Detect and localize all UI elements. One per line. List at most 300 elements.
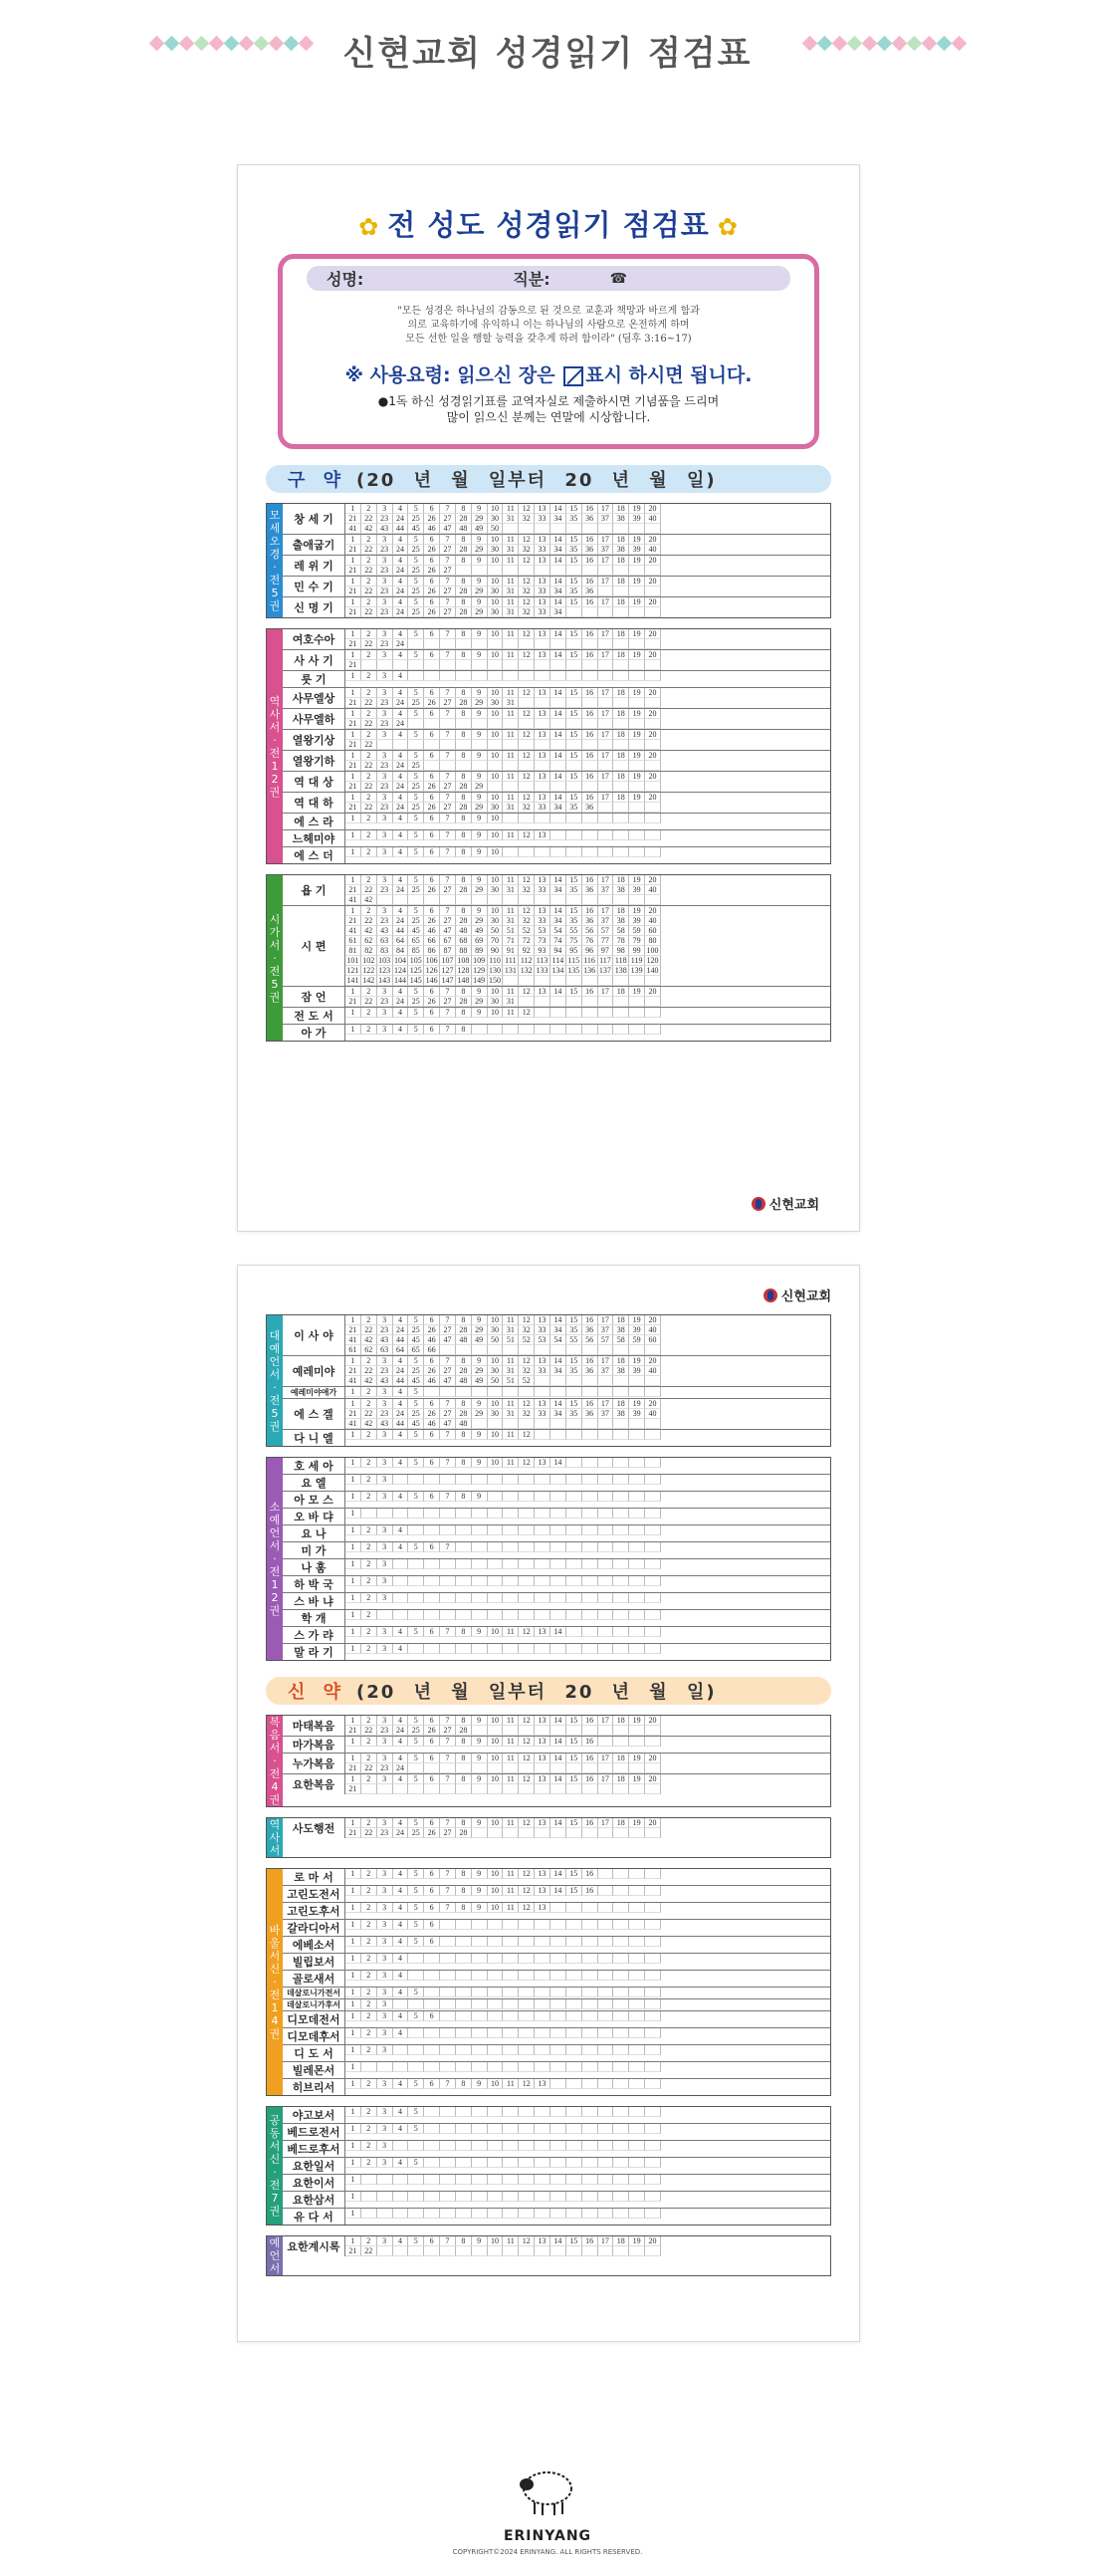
chapter-checkbox[interactable]: 4 (393, 1025, 409, 1035)
chapter-checkbox[interactable]: 22 (361, 916, 377, 926)
chapter-checkbox[interactable]: 3 (377, 556, 393, 566)
chapter-checkbox[interactable]: 135 (566, 966, 582, 976)
chapter-checkbox[interactable]: 4 (393, 629, 409, 639)
chapter-checkbox[interactable]: 9 (472, 1008, 488, 1018)
chapter-checkbox[interactable]: 2 (361, 597, 377, 607)
chapter-checkbox[interactable]: 21 (345, 997, 361, 1007)
chapter-checkbox[interactable]: 3 (377, 751, 393, 761)
chapter-checkbox[interactable]: 4 (393, 730, 409, 740)
chapter-checkbox[interactable]: 12 (519, 751, 535, 761)
chapter-checkbox[interactable]: 28 (456, 782, 472, 792)
chapter-checkbox[interactable]: 40 (645, 885, 661, 895)
chapter-checkbox[interactable]: 88 (456, 946, 472, 956)
chapter-checkbox[interactable]: 5 (408, 793, 424, 803)
chapter-checkbox[interactable]: 3 (377, 2158, 393, 2168)
chapter-checkbox[interactable]: 1 (345, 2141, 361, 2151)
chapter-checkbox[interactable]: 1 (345, 1525, 361, 1535)
chapter-checkbox[interactable]: 16 (582, 1315, 598, 1325)
chapter-checkbox[interactable]: 76 (582, 936, 598, 946)
chapter-checkbox[interactable]: 24 (393, 586, 409, 596)
chapter-checkbox[interactable]: 16 (582, 875, 598, 885)
chapter-checkbox[interactable]: 8 (456, 688, 472, 698)
chapter-checkbox[interactable]: 14 (550, 875, 566, 885)
chapter-checkbox[interactable]: 12 (519, 830, 535, 840)
chapter-checkbox[interactable]: 19 (629, 650, 645, 660)
chapter-checkbox[interactable]: 4 (393, 2236, 409, 2246)
chapter-checkbox[interactable]: 18 (613, 597, 629, 607)
chapter-checkbox[interactable]: 3 (377, 1008, 393, 1018)
chapter-checkbox[interactable]: 15 (566, 1716, 582, 1726)
chapter-checkbox[interactable]: 30 (488, 545, 504, 555)
chapter-checkbox[interactable]: 22 (361, 885, 377, 895)
chapter-checkbox[interactable]: 14 (550, 1737, 566, 1747)
chapter-checkbox[interactable]: 125 (408, 966, 424, 976)
chapter-checkbox[interactable]: 2 (361, 1008, 377, 1018)
chapter-checkbox[interactable]: 27 (440, 1366, 456, 1376)
chapter-checkbox[interactable]: 30 (488, 997, 504, 1007)
chapter-checkbox[interactable]: 3 (377, 1774, 393, 1784)
chapter-checkbox[interactable]: 20 (645, 2236, 661, 2246)
chapter-checkbox[interactable]: 1 (345, 650, 361, 660)
chapter-checkbox[interactable]: 13 (535, 629, 550, 639)
chapter-checkbox[interactable]: 17 (598, 597, 614, 607)
chapter-checkbox[interactable]: 1 (345, 1920, 361, 1930)
chapter-checkbox[interactable]: 10 (488, 1008, 504, 1018)
chapter-checkbox[interactable]: 33 (535, 916, 550, 926)
chapter-checkbox[interactable]: 1 (345, 1627, 361, 1637)
chapter-checkbox[interactable]: 17 (598, 1356, 614, 1366)
chapter-checkbox[interactable]: 32 (519, 586, 535, 596)
chapter-checkbox[interactable]: 4 (393, 2107, 409, 2117)
chapter-checkbox[interactable]: 11 (503, 1008, 519, 1018)
chapter-checkbox[interactable]: 18 (613, 1315, 629, 1325)
chapter-checkbox[interactable]: 16 (582, 730, 598, 740)
chapter-checkbox[interactable]: 16 (582, 504, 598, 514)
chapter-checkbox[interactable]: 40 (645, 1409, 661, 1419)
chapter-checkbox[interactable]: 5 (408, 1869, 424, 1879)
chapter-checkbox[interactable]: 26 (424, 1828, 440, 1838)
chapter-checkbox[interactable]: 2 (361, 1971, 377, 1981)
chapter-checkbox[interactable]: 103 (377, 956, 393, 966)
chapter-checkbox[interactable]: 2 (361, 629, 377, 639)
chapter-checkbox[interactable]: 1 (345, 2158, 361, 2168)
chapter-checkbox[interactable]: 31 (503, 1409, 519, 1419)
chapter-checkbox[interactable]: 33 (535, 1366, 550, 1376)
chapter-checkbox[interactable]: 24 (393, 1828, 409, 1838)
chapter-checkbox[interactable]: 21 (345, 740, 361, 750)
chapter-checkbox[interactable]: 23 (377, 997, 393, 1007)
chapter-checkbox[interactable]: 4 (393, 1315, 409, 1325)
chapter-checkbox[interactable]: 7 (440, 1315, 456, 1325)
chapter-checkbox[interactable]: 13 (535, 1903, 550, 1913)
chapter-checkbox[interactable]: 3 (377, 814, 393, 823)
chapter-checkbox[interactable]: 20 (645, 730, 661, 740)
chapter-checkbox[interactable]: 43 (377, 1335, 393, 1345)
chapter-checkbox[interactable]: 32 (519, 607, 535, 617)
chapter-checkbox[interactable]: 21 (345, 1784, 361, 1794)
chapter-checkbox[interactable]: 11 (503, 504, 519, 514)
chapter-checkbox[interactable]: 7 (440, 556, 456, 566)
chapter-checkbox[interactable]: 19 (629, 597, 645, 607)
chapter-checkbox[interactable]: 117 (598, 956, 614, 966)
chapter-checkbox[interactable]: 24 (393, 1726, 409, 1736)
chapter-checkbox[interactable]: 8 (456, 1903, 472, 1913)
chapter-checkbox[interactable]: 1 (345, 1356, 361, 1366)
chapter-checkbox[interactable]: 8 (456, 650, 472, 660)
chapter-checkbox[interactable]: 6 (424, 1315, 440, 1325)
chapter-checkbox[interactable]: 11 (503, 1315, 519, 1325)
chapter-checkbox[interactable]: 10 (488, 504, 504, 514)
chapter-checkbox[interactable]: 10 (488, 751, 504, 761)
chapter-checkbox[interactable]: 9 (472, 1737, 488, 1747)
chapter-checkbox[interactable]: 28 (456, 1726, 472, 1736)
chapter-checkbox[interactable]: 8 (456, 1430, 472, 1440)
chapter-checkbox[interactable]: 32 (519, 1325, 535, 1335)
chapter-checkbox[interactable]: 30 (488, 1409, 504, 1419)
chapter-checkbox[interactable]: 37 (598, 916, 614, 926)
chapter-checkbox[interactable]: 8 (456, 1008, 472, 1018)
chapter-checkbox[interactable]: 2 (361, 1818, 377, 1828)
chapter-checkbox[interactable]: 10 (488, 535, 504, 545)
chapter-checkbox[interactable]: 9 (472, 772, 488, 782)
chapter-checkbox[interactable]: 47 (440, 1419, 456, 1429)
chapter-checkbox[interactable]: 3 (377, 2079, 393, 2089)
chapter-checkbox[interactable]: 10 (488, 1903, 504, 1913)
chapter-checkbox[interactable]: 2 (361, 1356, 377, 1366)
chapter-checkbox[interactable]: 15 (566, 1737, 582, 1747)
chapter-checkbox[interactable]: 35 (566, 916, 582, 926)
chapter-checkbox[interactable]: 2 (361, 1937, 377, 1947)
chapter-checkbox[interactable]: 3 (377, 2236, 393, 2246)
chapter-checkbox[interactable]: 6 (424, 1430, 440, 1440)
chapter-checkbox[interactable]: 1 (345, 906, 361, 916)
chapter-checkbox[interactable]: 24 (393, 698, 409, 708)
chapter-checkbox[interactable]: 145 (408, 976, 424, 986)
chapter-checkbox[interactable]: 6 (424, 629, 440, 639)
chapter-checkbox[interactable]: 53 (535, 1335, 550, 1345)
chapter-checkbox[interactable]: 12 (519, 906, 535, 916)
chapter-checkbox[interactable]: 1 (345, 730, 361, 740)
chapter-checkbox[interactable]: 53 (535, 926, 550, 936)
chapter-checkbox[interactable]: 2 (361, 1903, 377, 1913)
chapter-checkbox[interactable]: 42 (361, 1376, 377, 1386)
chapter-checkbox[interactable]: 1 (345, 1754, 361, 1763)
chapter-checkbox[interactable]: 2 (361, 1869, 377, 1879)
chapter-checkbox[interactable]: 1 (345, 629, 361, 639)
chapter-checkbox[interactable]: 46 (424, 926, 440, 936)
chapter-checkbox[interactable]: 1 (345, 987, 361, 997)
chapter-checkbox[interactable]: 7 (440, 772, 456, 782)
chapter-checkbox[interactable]: 33 (535, 1409, 550, 1419)
chapter-checkbox[interactable]: 15 (566, 1818, 582, 1828)
chapter-checkbox[interactable]: 4 (393, 1627, 409, 1637)
chapter-checkbox[interactable]: 17 (598, 650, 614, 660)
chapter-checkbox[interactable]: 21 (345, 803, 361, 813)
chapter-checkbox[interactable]: 29 (472, 1325, 488, 1335)
chapter-checkbox[interactable]: 41 (345, 524, 361, 534)
chapter-checkbox[interactable]: 42 (361, 895, 377, 905)
chapter-checkbox[interactable]: 8 (456, 1025, 472, 1035)
chapter-checkbox[interactable]: 30 (488, 607, 504, 617)
chapter-checkbox[interactable]: 1 (345, 1492, 361, 1502)
chapter-checkbox[interactable]: 8 (456, 1716, 472, 1726)
chapter-checkbox[interactable]: 10 (488, 906, 504, 916)
chapter-checkbox[interactable]: 5 (408, 556, 424, 566)
chapter-checkbox[interactable]: 45 (408, 1335, 424, 1345)
chapter-checkbox[interactable]: 111 (503, 956, 519, 966)
chapter-checkbox[interactable]: 8 (456, 556, 472, 566)
chapter-checkbox[interactable]: 36 (582, 885, 598, 895)
chapter-checkbox[interactable]: 146 (424, 976, 440, 986)
chapter-checkbox[interactable]: 15 (566, 987, 582, 997)
chapter-checkbox[interactable]: 5 (408, 1920, 424, 1930)
chapter-checkbox[interactable]: 65 (408, 1345, 424, 1355)
chapter-checkbox[interactable]: 12 (519, 1430, 535, 1440)
chapter-checkbox[interactable]: 41 (345, 1335, 361, 1345)
chapter-checkbox[interactable]: 9 (472, 1903, 488, 1913)
chapter-checkbox[interactable]: 44 (393, 524, 409, 534)
chapter-checkbox[interactable]: 27 (440, 586, 456, 596)
chapter-checkbox[interactable]: 7 (440, 875, 456, 885)
chapter-checkbox[interactable]: 1 (345, 2011, 361, 2021)
chapter-checkbox[interactable]: 8 (456, 1315, 472, 1325)
chapter-checkbox[interactable]: 2 (361, 2028, 377, 2038)
chapter-checkbox[interactable]: 16 (582, 1737, 598, 1747)
chapter-checkbox[interactable]: 1 (345, 1399, 361, 1409)
chapter-checkbox[interactable]: 19 (629, 577, 645, 586)
chapter-checkbox[interactable]: 4 (393, 1954, 409, 1964)
chapter-checkbox[interactable]: 6 (424, 793, 440, 803)
chapter-checkbox[interactable]: 13 (535, 535, 550, 545)
chapter-checkbox[interactable]: 47 (440, 1376, 456, 1386)
chapter-checkbox[interactable]: 13 (535, 906, 550, 916)
chapter-checkbox[interactable]: 23 (377, 782, 393, 792)
chapter-checkbox[interactable]: 134 (550, 966, 566, 976)
chapter-checkbox[interactable]: 14 (550, 629, 566, 639)
chapter-checkbox[interactable]: 4 (393, 556, 409, 566)
chapter-checkbox[interactable]: 9 (472, 1315, 488, 1325)
chapter-checkbox[interactable]: 1 (345, 1008, 361, 1018)
chapter-checkbox[interactable]: 4 (393, 1920, 409, 1930)
chapter-checkbox[interactable]: 121 (345, 966, 361, 976)
chapter-checkbox[interactable]: 49 (472, 1335, 488, 1345)
chapter-checkbox[interactable]: 7 (440, 1903, 456, 1913)
chapter-checkbox[interactable]: 25 (408, 607, 424, 617)
chapter-checkbox[interactable]: 4 (393, 814, 409, 823)
chapter-checkbox[interactable]: 1 (345, 1387, 361, 1397)
chapter-checkbox[interactable]: 28 (456, 803, 472, 813)
chapter-checkbox[interactable]: 4 (393, 504, 409, 514)
chapter-checkbox[interactable]: 1 (345, 1475, 361, 1485)
chapter-checkbox[interactable]: 4 (393, 1458, 409, 1468)
chapter-checkbox[interactable]: 42 (361, 524, 377, 534)
chapter-checkbox[interactable]: 28 (456, 514, 472, 524)
chapter-checkbox[interactable]: 3 (377, 730, 393, 740)
chapter-checkbox[interactable]: 7 (440, 577, 456, 586)
chapter-checkbox[interactable]: 15 (566, 751, 582, 761)
chapter-checkbox[interactable]: 18 (613, 730, 629, 740)
chapter-checkbox[interactable]: 30 (488, 1325, 504, 1335)
chapter-checkbox[interactable]: 9 (472, 535, 488, 545)
chapter-checkbox[interactable]: 19 (629, 1818, 645, 1828)
chapter-checkbox[interactable]: 7 (440, 1774, 456, 1784)
chapter-checkbox[interactable]: 10 (488, 1774, 504, 1784)
chapter-checkbox[interactable]: 7 (440, 504, 456, 514)
chapter-checkbox[interactable]: 2 (361, 830, 377, 840)
chapter-checkbox[interactable]: 13 (535, 2079, 550, 2089)
chapter-checkbox[interactable]: 4 (393, 1356, 409, 1366)
chapter-checkbox[interactable]: 57 (598, 926, 614, 936)
chapter-checkbox[interactable]: 18 (613, 1356, 629, 1366)
chapter-checkbox[interactable]: 30 (488, 698, 504, 708)
chapter-checkbox[interactable]: 43 (377, 524, 393, 534)
chapter-checkbox[interactable]: 4 (393, 597, 409, 607)
chapter-checkbox[interactable]: 4 (393, 875, 409, 885)
chapter-checkbox[interactable]: 15 (566, 1399, 582, 1409)
chapter-checkbox[interactable]: 3 (377, 1644, 393, 1654)
chapter-checkbox[interactable]: 17 (598, 1774, 614, 1784)
chapter-checkbox[interactable]: 2 (361, 906, 377, 916)
chapter-checkbox[interactable]: 7 (440, 1754, 456, 1763)
chapter-checkbox[interactable]: 11 (503, 709, 519, 719)
chapter-checkbox[interactable]: 15 (566, 730, 582, 740)
chapter-checkbox[interactable]: 7 (440, 1627, 456, 1637)
chapter-checkbox[interactable]: 24 (393, 607, 409, 617)
chapter-checkbox[interactable]: 3 (377, 535, 393, 545)
chapter-checkbox[interactable]: 11 (503, 1903, 519, 1913)
chapter-checkbox[interactable]: 2 (361, 875, 377, 885)
chapter-checkbox[interactable]: 22 (361, 566, 377, 576)
chapter-checkbox[interactable]: 2 (361, 1610, 377, 1620)
chapter-checkbox[interactable]: 3 (377, 1559, 393, 1569)
chapter-checkbox[interactable]: 30 (488, 1366, 504, 1376)
chapter-checkbox[interactable]: 12 (519, 2236, 535, 2246)
chapter-checkbox[interactable]: 91 (503, 946, 519, 956)
chapter-checkbox[interactable]: 6 (424, 1356, 440, 1366)
chapter-checkbox[interactable]: 10 (488, 709, 504, 719)
chapter-checkbox[interactable]: 129 (472, 966, 488, 976)
chapter-checkbox[interactable]: 5 (408, 1387, 424, 1397)
chapter-checkbox[interactable]: 9 (472, 751, 488, 761)
chapter-checkbox[interactable]: 15 (566, 597, 582, 607)
chapter-checkbox[interactable]: 3 (377, 688, 393, 698)
chapter-checkbox[interactable]: 24 (393, 545, 409, 555)
chapter-checkbox[interactable]: 60 (645, 1335, 661, 1345)
chapter-checkbox[interactable]: 16 (582, 1716, 598, 1726)
chapter-checkbox[interactable]: 34 (550, 545, 566, 555)
chapter-checkbox[interactable]: 27 (440, 566, 456, 576)
chapter-checkbox[interactable]: 26 (424, 1366, 440, 1376)
chapter-checkbox[interactable]: 24 (393, 1763, 409, 1773)
chapter-checkbox[interactable]: 4 (393, 772, 409, 782)
chapter-checkbox[interactable]: 15 (566, 875, 582, 885)
chapter-checkbox[interactable]: 1 (345, 1542, 361, 1552)
chapter-checkbox[interactable]: 8 (456, 987, 472, 997)
chapter-checkbox[interactable]: 8 (456, 847, 472, 857)
chapter-checkbox[interactable]: 22 (361, 1763, 377, 1773)
chapter-checkbox[interactable]: 50 (488, 926, 504, 936)
chapter-checkbox[interactable]: 2 (361, 2079, 377, 2089)
chapter-checkbox[interactable]: 44 (393, 926, 409, 936)
chapter-checkbox[interactable]: 10 (488, 650, 504, 660)
chapter-checkbox[interactable]: 11 (503, 577, 519, 586)
chapter-checkbox[interactable]: 96 (582, 946, 598, 956)
chapter-checkbox[interactable]: 25 (408, 566, 424, 576)
chapter-checkbox[interactable]: 19 (629, 2236, 645, 2246)
chapter-checkbox[interactable]: 10 (488, 1315, 504, 1325)
chapter-checkbox[interactable]: 1 (345, 1509, 361, 1519)
chapter-checkbox[interactable]: 20 (645, 906, 661, 916)
chapter-checkbox[interactable]: 133 (535, 966, 550, 976)
chapter-checkbox[interactable]: 5 (408, 2158, 424, 2168)
chapter-checkbox[interactable]: 2 (361, 1754, 377, 1763)
chapter-checkbox[interactable]: 22 (361, 782, 377, 792)
chapter-checkbox[interactable]: 5 (408, 751, 424, 761)
chapter-checkbox[interactable]: 1 (345, 875, 361, 885)
chapter-checkbox[interactable]: 19 (629, 772, 645, 782)
chapter-checkbox[interactable]: 39 (629, 1409, 645, 1419)
chapter-checkbox[interactable]: 10 (488, 1818, 504, 1828)
chapter-checkbox[interactable]: 17 (598, 577, 614, 586)
chapter-checkbox[interactable]: 31 (503, 1366, 519, 1376)
chapter-checkbox[interactable]: 11 (503, 1737, 519, 1747)
chapter-checkbox[interactable]: 14 (550, 906, 566, 916)
chapter-checkbox[interactable]: 20 (645, 987, 661, 997)
chapter-checkbox[interactable]: 6 (424, 730, 440, 740)
chapter-checkbox[interactable]: 12 (519, 1818, 535, 1828)
chapter-checkbox[interactable]: 5 (408, 1737, 424, 1747)
chapter-checkbox[interactable]: 29 (472, 514, 488, 524)
chapter-checkbox[interactable]: 13 (535, 772, 550, 782)
chapter-checkbox[interactable]: 6 (424, 650, 440, 660)
chapter-checkbox[interactable]: 9 (472, 1356, 488, 1366)
chapter-checkbox[interactable]: 34 (550, 586, 566, 596)
chapter-checkbox[interactable]: 1 (345, 597, 361, 607)
chapter-checkbox[interactable]: 19 (629, 1774, 645, 1784)
chapter-checkbox[interactable]: 21 (345, 566, 361, 576)
chapter-checkbox[interactable]: 4 (393, 1716, 409, 1726)
chapter-checkbox[interactable]: 7 (440, 1542, 456, 1552)
chapter-checkbox[interactable]: 24 (393, 639, 409, 649)
chapter-checkbox[interactable]: 80 (645, 936, 661, 946)
chapter-checkbox[interactable]: 10 (488, 730, 504, 740)
chapter-checkbox[interactable]: 17 (598, 793, 614, 803)
chapter-checkbox[interactable]: 3 (377, 1542, 393, 1552)
chapter-checkbox[interactable]: 27 (440, 545, 456, 555)
chapter-checkbox[interactable]: 5 (408, 709, 424, 719)
chapter-checkbox[interactable]: 5 (408, 2079, 424, 2089)
chapter-checkbox[interactable]: 49 (472, 1376, 488, 1386)
chapter-checkbox[interactable]: 124 (393, 966, 409, 976)
chapter-checkbox[interactable]: 26 (424, 566, 440, 576)
chapter-checkbox[interactable]: 12 (519, 650, 535, 660)
chapter-checkbox[interactable]: 8 (456, 1869, 472, 1879)
chapter-checkbox[interactable]: 144 (393, 976, 409, 986)
chapter-checkbox[interactable]: 2 (361, 650, 377, 660)
chapter-checkbox[interactable]: 18 (613, 504, 629, 514)
chapter-checkbox[interactable]: 14 (550, 1754, 566, 1763)
chapter-checkbox[interactable]: 1 (345, 1559, 361, 1569)
chapter-checkbox[interactable]: 4 (393, 830, 409, 840)
chapter-checkbox[interactable]: 93 (535, 946, 550, 956)
chapter-checkbox[interactable]: 34 (550, 514, 566, 524)
chapter-checkbox[interactable]: 20 (645, 1315, 661, 1325)
chapter-checkbox[interactable]: 25 (408, 1409, 424, 1419)
chapter-checkbox[interactable]: 15 (566, 1886, 582, 1896)
chapter-checkbox[interactable]: 43 (377, 1376, 393, 1386)
chapter-checkbox[interactable]: 2 (361, 1542, 377, 1552)
chapter-checkbox[interactable]: 1 (345, 1869, 361, 1879)
